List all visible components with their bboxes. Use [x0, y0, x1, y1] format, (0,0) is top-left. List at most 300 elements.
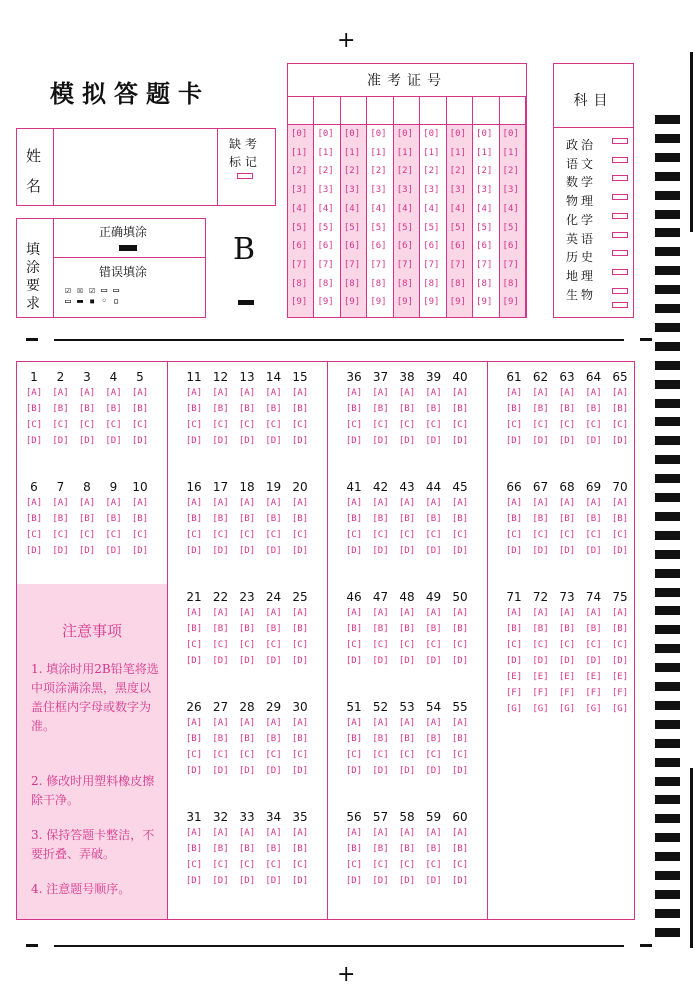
answer-bubble[interactable]: [B] [212, 624, 229, 634]
answer-bubble[interactable]: [C] [372, 420, 389, 430]
answer-bubble[interactable]: [A] [291, 828, 309, 838]
answer-bubble[interactable]: [B] [265, 624, 282, 634]
exam-id-bubble[interactable]: [0] [370, 129, 387, 139]
answer-bubble[interactable]: [A] [265, 828, 282, 838]
answer-bubble[interactable]: [A] [291, 388, 309, 398]
answer-bubble[interactable]: [D] [105, 546, 122, 556]
answer-bubble[interactable]: [D] [345, 546, 363, 556]
answer-bubble[interactable]: [B] [398, 624, 416, 634]
subject-option[interactable] [566, 171, 632, 190]
exam-id-bubble[interactable]: [9] [317, 297, 334, 308]
answer-bubble[interactable]: [A] [505, 608, 523, 618]
answer-bubble[interactable]: [B] [131, 404, 149, 414]
answer-bubble[interactable]: [A] [52, 388, 69, 398]
answer-bubble[interactable]: [D] [398, 766, 416, 776]
exam-id-bubble[interactable]: [9] [502, 297, 519, 308]
answer-bubble[interactable]: [A] [425, 828, 442, 838]
answer-bubble[interactable]: [B] [558, 514, 576, 524]
answer-bubble[interactable]: [D] [345, 436, 363, 446]
answer-bubble[interactable]: [D] [185, 436, 203, 446]
answer-bubble[interactable]: [C] [238, 530, 256, 540]
answer-bubble[interactable]: [C] [238, 860, 256, 870]
answer-bubble[interactable]: [C] [25, 530, 43, 540]
answer-bubble[interactable]: [B] [212, 404, 229, 414]
answer-bubble[interactable]: [B] [105, 514, 122, 524]
answer-bubble[interactable]: [C] [212, 750, 229, 760]
answer-bubble[interactable]: [B] [52, 404, 69, 414]
answer-bubble[interactable]: [C] [345, 860, 363, 870]
exam-id-bubble[interactable]: [6] [317, 241, 334, 252]
answer-bubble[interactable]: [A] [532, 498, 549, 508]
answer-bubble[interactable]: [D] [345, 766, 363, 776]
exam-id-bubble[interactable]: [4] [449, 203, 466, 214]
exam-id-bubble[interactable]: [7] [291, 259, 308, 270]
answer-bubble[interactable]: [C] [291, 420, 309, 430]
answer-bubble[interactable]: [B] [345, 734, 363, 744]
answer-bubble[interactable]: [D] [131, 436, 149, 446]
answer-bubble[interactable]: [B] [212, 734, 229, 744]
answer-bubble[interactable]: [B] [372, 844, 389, 854]
answer-bubble[interactable]: [B] [398, 514, 416, 524]
subject-option[interactable] [566, 265, 632, 281]
answer-bubble[interactable]: [D] [185, 546, 203, 556]
exam-id-bubble[interactable]: [3] [317, 185, 334, 196]
answer-bubble[interactable]: [B] [238, 514, 256, 524]
exam-id-bubble[interactable]: [6] [370, 241, 387, 252]
answer-bubble[interactable]: [F] [505, 688, 523, 698]
answer-bubble[interactable]: [C] [425, 530, 442, 540]
answer-bubble[interactable]: [A] [585, 388, 602, 398]
answer-bubble[interactable]: [D] [451, 876, 469, 886]
answer-bubble[interactable]: [C] [212, 640, 229, 650]
answer-bubble[interactable]: [C] [265, 420, 282, 430]
answer-bubble[interactable]: [B] [372, 734, 389, 744]
exam-id-bubble[interactable]: [5] [291, 222, 308, 233]
answer-bubble[interactable]: [A] [451, 498, 469, 508]
answer-bubble[interactable]: [C] [345, 420, 363, 430]
exam-id-bubble[interactable]: [1] [291, 147, 308, 158]
answer-bubble[interactable]: [C] [238, 750, 256, 760]
subject-option[interactable] [566, 153, 632, 169]
answer-bubble[interactable]: [A] [425, 608, 442, 618]
answer-bubble[interactable]: [A] [52, 498, 69, 508]
answer-bubble[interactable]: [C] [131, 530, 149, 540]
exam-id-bubble[interactable]: [6] [502, 241, 519, 252]
exam-id-bubble[interactable]: [3] [343, 185, 361, 196]
answer-bubble[interactable]: [E] [505, 672, 523, 682]
answer-bubble[interactable]: [B] [611, 624, 629, 634]
answer-bubble[interactable]: [C] [372, 860, 389, 870]
answer-bubble[interactable]: [C] [105, 530, 122, 540]
answer-bubble[interactable]: [A] [291, 608, 309, 618]
answer-bubble[interactable]: [B] [532, 514, 549, 524]
answer-bubble[interactable]: [C] [265, 640, 282, 650]
answer-bubble[interactable]: [B] [185, 844, 203, 854]
answer-bubble[interactable]: [D] [611, 436, 629, 446]
answer-bubble[interactable]: [B] [345, 404, 363, 414]
exam-id-bubble[interactable]: [4] [476, 203, 493, 214]
answer-bubble[interactable]: [C] [212, 860, 229, 870]
answer-bubble[interactable]: [D] [532, 436, 549, 446]
exam-id-bubble[interactable]: [1] [396, 147, 414, 158]
exam-id-bubble[interactable]: [3] [396, 185, 414, 196]
answer-bubble[interactable]: [G] [532, 704, 549, 714]
answer-bubble[interactable]: [A] [398, 828, 416, 838]
exam-id-write-box[interactable] [447, 97, 473, 125]
answer-bubble[interactable]: [G] [585, 704, 602, 714]
exam-id-bubble[interactable]: [0] [343, 129, 361, 139]
answer-bubble[interactable]: [G] [558, 704, 576, 714]
answer-bubble[interactable]: [A] [212, 718, 229, 728]
exam-id-bubble[interactable]: [7] [449, 259, 466, 270]
answer-bubble[interactable]: [B] [451, 624, 469, 634]
answer-bubble[interactable]: [A] [611, 608, 629, 618]
answer-bubble[interactable]: [D] [398, 436, 416, 446]
answer-bubble[interactable]: [A] [185, 718, 203, 728]
answer-bubble[interactable]: [C] [265, 530, 282, 540]
answer-bubble[interactable]: [C] [398, 420, 416, 430]
answer-bubble[interactable]: [A] [238, 498, 256, 508]
exam-id-bubble[interactable]: [1] [370, 147, 387, 158]
answer-bubble[interactable]: [B] [291, 514, 309, 524]
answer-bubble[interactable]: [C] [185, 750, 203, 760]
answer-bubble[interactable]: [C] [585, 530, 602, 540]
answer-bubble[interactable]: [A] [345, 388, 363, 398]
answer-bubble[interactable]: [B] [25, 514, 43, 524]
answer-bubble[interactable]: [B] [238, 624, 256, 634]
answer-bubble[interactable]: [D] [372, 546, 389, 556]
exam-id-write-box[interactable] [367, 97, 393, 125]
answer-bubble[interactable]: [C] [611, 640, 629, 650]
exam-id-bubble[interactable]: [8] [502, 278, 519, 289]
answer-bubble[interactable]: [A] [212, 498, 229, 508]
answer-bubble[interactable]: [B] [185, 624, 203, 634]
answer-bubble[interactable]: [D] [505, 436, 523, 446]
answer-bubble[interactable]: [D] [451, 546, 469, 556]
answer-bubble[interactable]: [B] [558, 624, 576, 634]
answer-bubble[interactable]: [D] [532, 656, 549, 666]
exam-id-bubble[interactable]: [2] [502, 166, 519, 177]
answer-bubble[interactable]: [C] [52, 530, 69, 540]
answer-bubble[interactable]: [E] [558, 672, 576, 682]
answer-bubble[interactable]: [C] [291, 860, 309, 870]
answer-bubble[interactable]: [A] [451, 828, 469, 838]
answer-bubble[interactable]: [C] [238, 640, 256, 650]
answer-bubble[interactable]: [C] [505, 420, 523, 430]
answer-bubble[interactable]: [A] [398, 608, 416, 618]
exam-id-bubble[interactable]: [1] [317, 147, 334, 158]
answer-bubble[interactable]: [D] [52, 546, 69, 556]
answer-bubble[interactable]: [B] [585, 624, 602, 634]
answer-bubble[interactable]: [A] [185, 608, 203, 618]
answer-bubble[interactable]: [B] [451, 734, 469, 744]
answer-bubble[interactable]: [A] [185, 828, 203, 838]
answer-bubble[interactable]: [B] [185, 404, 203, 414]
answer-bubble[interactable]: [A] [345, 718, 363, 728]
exam-id-bubble[interactable]: [2] [476, 166, 493, 177]
answer-bubble[interactable]: [A] [505, 498, 523, 508]
answer-bubble[interactable]: [B] [212, 514, 229, 524]
answer-bubble[interactable]: [A] [532, 388, 549, 398]
answer-bubble[interactable]: [C] [451, 860, 469, 870]
exam-id-bubble[interactable]: [3] [423, 185, 440, 196]
answer-bubble[interactable]: [B] [611, 514, 629, 524]
answer-bubble[interactable]: [C] [185, 860, 203, 870]
exam-id-bubble[interactable]: [7] [370, 259, 387, 270]
answer-bubble[interactable]: [B] [425, 734, 442, 744]
answer-bubble[interactable]: [C] [185, 640, 203, 650]
answer-bubble[interactable]: [C] [532, 640, 549, 650]
answer-bubble[interactable]: [B] [238, 404, 256, 414]
answer-bubble[interactable]: [D] [265, 656, 282, 666]
answer-bubble[interactable]: [B] [238, 734, 256, 744]
answer-bubble[interactable]: [D] [558, 656, 576, 666]
answer-bubble[interactable]: [B] [185, 514, 203, 524]
exam-id-write-box[interactable] [420, 97, 446, 125]
answer-bubble[interactable]: [C] [425, 750, 442, 760]
answer-bubble[interactable]: [D] [105, 436, 122, 446]
answer-bubble[interactable]: [D] [425, 546, 442, 556]
answer-bubble[interactable]: [D] [212, 436, 229, 446]
answer-bubble[interactable]: [A] [505, 388, 523, 398]
answer-bubble[interactable]: [B] [372, 404, 389, 414]
answer-bubble[interactable]: [C] [532, 530, 549, 540]
answer-bubble[interactable]: [D] [238, 436, 256, 446]
answer-bubble[interactable]: [C] [585, 420, 602, 430]
answer-bubble[interactable]: [D] [451, 766, 469, 776]
answer-bubble[interactable]: [D] [291, 436, 309, 446]
answer-bubble[interactable]: [D] [291, 766, 309, 776]
answer-bubble[interactable]: [A] [265, 388, 282, 398]
answer-bubble[interactable]: [A] [78, 498, 96, 508]
answer-bubble[interactable]: [B] [265, 514, 282, 524]
answer-bubble[interactable]: [C] [558, 640, 576, 650]
answer-bubble[interactable]: [B] [25, 404, 43, 414]
answer-bubble[interactable]: [C] [451, 640, 469, 650]
answer-bubble[interactable]: [C] [505, 640, 523, 650]
answer-bubble[interactable]: [B] [78, 404, 96, 414]
exam-id-write-box[interactable] [394, 97, 420, 125]
answer-bubble[interactable]: [D] [185, 876, 203, 886]
answer-bubble[interactable]: [D] [398, 876, 416, 886]
answer-bubble[interactable]: [B] [398, 404, 416, 414]
answer-bubble[interactable]: [A] [25, 498, 43, 508]
answer-bubble[interactable]: [D] [611, 656, 629, 666]
answer-bubble[interactable]: [B] [291, 844, 309, 854]
answer-bubble[interactable]: [F] [585, 688, 602, 698]
absent-mark-box[interactable] [237, 173, 253, 179]
exam-id-bubble[interactable]: [7] [502, 259, 519, 270]
answer-bubble[interactable]: [A] [291, 718, 309, 728]
answer-bubble[interactable]: [D] [611, 546, 629, 556]
answer-bubble[interactable]: [D] [425, 876, 442, 886]
answer-bubble[interactable]: [D] [212, 766, 229, 776]
answer-bubble[interactable]: [A] [212, 608, 229, 618]
answer-bubble[interactable]: [D] [265, 546, 282, 556]
exam-id-bubble[interactable]: [9] [396, 297, 414, 308]
answer-bubble[interactable]: [C] [238, 420, 256, 430]
answer-bubble[interactable]: [A] [372, 718, 389, 728]
exam-id-bubble[interactable]: [8] [343, 278, 361, 289]
answer-bubble[interactable]: [C] [398, 860, 416, 870]
answer-bubble[interactable]: [B] [265, 734, 282, 744]
answer-bubble[interactable]: [A] [585, 608, 602, 618]
answer-bubble[interactable]: [D] [238, 766, 256, 776]
exam-id-bubble[interactable]: [0] [449, 129, 466, 139]
exam-id-bubble[interactable]: [5] [343, 222, 361, 233]
exam-id-bubble[interactable]: [8] [370, 278, 387, 289]
answer-bubble[interactable]: [B] [425, 844, 442, 854]
exam-id-bubble[interactable]: [1] [449, 147, 466, 158]
exam-id-bubble[interactable]: [0] [317, 129, 334, 139]
exam-id-bubble[interactable]: [5] [370, 222, 387, 233]
answer-bubble[interactable]: [A] [398, 718, 416, 728]
answer-bubble[interactable]: [B] [505, 404, 523, 414]
exam-id-bubble[interactable]: [0] [423, 129, 440, 139]
answer-bubble[interactable]: [C] [131, 420, 149, 430]
answer-bubble[interactable]: [D] [585, 436, 602, 446]
answer-bubble[interactable]: [A] [212, 828, 229, 838]
answer-bubble[interactable]: [C] [345, 530, 363, 540]
answer-bubble[interactable]: [D] [451, 436, 469, 446]
answer-bubble[interactable]: [C] [611, 530, 629, 540]
exam-id-bubble[interactable]: [4] [502, 203, 519, 214]
answer-bubble[interactable]: [B] [291, 404, 309, 414]
answer-bubble[interactable]: [A] [131, 498, 149, 508]
subject-option[interactable] [566, 284, 632, 300]
answer-bubble[interactable]: [D] [425, 656, 442, 666]
answer-bubble[interactable]: [A] [611, 498, 629, 508]
answer-bubble[interactable]: [E] [611, 672, 629, 682]
exam-id-bubble[interactable]: [2] [291, 166, 308, 177]
answer-bubble[interactable]: [B] [558, 404, 576, 414]
exam-id-bubble[interactable]: [4] [396, 203, 414, 214]
answer-bubble[interactable]: [C] [425, 420, 442, 430]
exam-id-bubble[interactable]: [2] [423, 166, 440, 177]
answer-bubble[interactable]: [D] [265, 876, 282, 886]
subject-bubble[interactable] [612, 232, 628, 238]
exam-id-bubble[interactable]: [4] [317, 203, 334, 214]
answer-bubble[interactable]: [C] [345, 750, 363, 760]
exam-id-bubble[interactable]: [8] [423, 278, 440, 289]
answer-bubble[interactable]: [D] [25, 436, 43, 446]
answer-bubble[interactable]: [D] [238, 546, 256, 556]
exam-id-bubble[interactable]: [7] [317, 259, 334, 270]
answer-bubble[interactable]: [D] [372, 436, 389, 446]
answer-bubble[interactable]: [A] [105, 498, 122, 508]
answer-bubble[interactable]: [A] [372, 608, 389, 618]
answer-bubble[interactable]: [A] [372, 498, 389, 508]
answer-bubble[interactable]: [D] [398, 546, 416, 556]
answer-bubble[interactable]: [B] [451, 404, 469, 414]
answer-bubble[interactable]: [A] [611, 388, 629, 398]
answer-bubble[interactable]: [C] [398, 530, 416, 540]
answer-bubble[interactable]: [C] [265, 860, 282, 870]
exam-id-bubble[interactable]: [7] [343, 259, 361, 270]
answer-bubble[interactable]: [C] [398, 640, 416, 650]
answer-bubble[interactable]: [A] [238, 608, 256, 618]
answer-bubble[interactable]: [A] [78, 388, 96, 398]
exam-id-bubble[interactable]: [1] [502, 147, 519, 158]
answer-bubble[interactable]: [C] [372, 750, 389, 760]
answer-bubble[interactable]: [D] [265, 766, 282, 776]
answer-bubble[interactable]: [C] [52, 420, 69, 430]
answer-bubble[interactable]: [A] [265, 498, 282, 508]
answer-bubble[interactable]: [A] [265, 608, 282, 618]
answer-bubble[interactable]: [A] [398, 388, 416, 398]
subject-bubble[interactable] [612, 157, 628, 163]
answer-bubble[interactable]: [C] [451, 530, 469, 540]
answer-bubble[interactable]: [G] [611, 704, 629, 714]
answer-bubble[interactable]: [D] [52, 436, 69, 446]
subject-bubble[interactable] [612, 194, 628, 200]
answer-bubble[interactable]: [A] [238, 388, 256, 398]
answer-bubble[interactable]: [A] [185, 498, 203, 508]
answer-bubble[interactable]: [D] [585, 656, 602, 666]
answer-bubble[interactable]: [D] [185, 656, 203, 666]
answer-bubble[interactable]: [B] [425, 404, 442, 414]
answer-bubble[interactable]: [B] [451, 844, 469, 854]
exam-id-bubble[interactable]: [9] [291, 297, 308, 308]
answer-bubble[interactable]: [D] [345, 656, 363, 666]
exam-id-bubble[interactable]: [2] [370, 166, 387, 177]
answer-bubble[interactable]: [E] [532, 672, 549, 682]
answer-bubble[interactable]: [D] [345, 876, 363, 886]
exam-id-bubble[interactable]: [4] [343, 203, 361, 214]
exam-id-write-box[interactable] [500, 97, 526, 125]
answer-bubble[interactable]: [A] [345, 828, 363, 838]
exam-id-bubble[interactable]: [9] [343, 297, 361, 308]
answer-bubble[interactable]: [F] [532, 688, 549, 698]
answer-bubble[interactable]: [D] [398, 656, 416, 666]
answer-bubble[interactable]: [C] [558, 420, 576, 430]
subject-option[interactable] [566, 190, 632, 209]
answer-bubble[interactable]: [D] [505, 546, 523, 556]
answer-bubble[interactable]: [A] [398, 498, 416, 508]
answer-bubble[interactable]: [A] [451, 388, 469, 398]
answer-bubble[interactable]: [C] [185, 420, 203, 430]
answer-bubble[interactable]: [B] [585, 404, 602, 414]
answer-bubble[interactable]: [D] [558, 546, 576, 556]
exam-id-bubble[interactable]: [8] [317, 278, 334, 289]
exam-id-bubble[interactable]: [0] [396, 129, 414, 139]
answer-bubble[interactable]: [A] [345, 498, 363, 508]
answer-bubble[interactable]: [A] [291, 498, 309, 508]
answer-bubble[interactable]: [D] [505, 656, 523, 666]
subject-option[interactable] [566, 134, 632, 150]
exam-id-bubble[interactable]: [4] [423, 203, 440, 214]
exam-id-bubble[interactable]: [1] [343, 147, 361, 158]
exam-id-bubble[interactable]: [3] [370, 185, 387, 196]
answer-bubble[interactable]: [B] [611, 404, 629, 414]
exam-id-bubble[interactable]: [6] [476, 241, 493, 252]
exam-id-write-box[interactable] [473, 97, 499, 125]
exam-id-bubble[interactable]: [9] [449, 297, 466, 308]
answer-bubble[interactable]: [D] [291, 876, 309, 886]
answer-bubble[interactable]: [D] [212, 656, 229, 666]
exam-id-bubble[interactable]: [7] [476, 259, 493, 270]
exam-id-bubble[interactable]: [6] [449, 241, 466, 252]
answer-bubble[interactable]: [C] [25, 420, 43, 430]
answer-bubble[interactable]: [D] [265, 436, 282, 446]
answer-bubble[interactable]: [D] [185, 766, 203, 776]
answer-bubble[interactable]: [A] [185, 388, 203, 398]
answer-bubble[interactable]: [A] [558, 388, 576, 398]
exam-id-bubble[interactable]: [6] [343, 241, 361, 252]
answer-bubble[interactable]: [B] [505, 624, 523, 634]
answer-bubble[interactable]: [F] [558, 688, 576, 698]
answer-bubble[interactable]: [B] [345, 624, 363, 634]
